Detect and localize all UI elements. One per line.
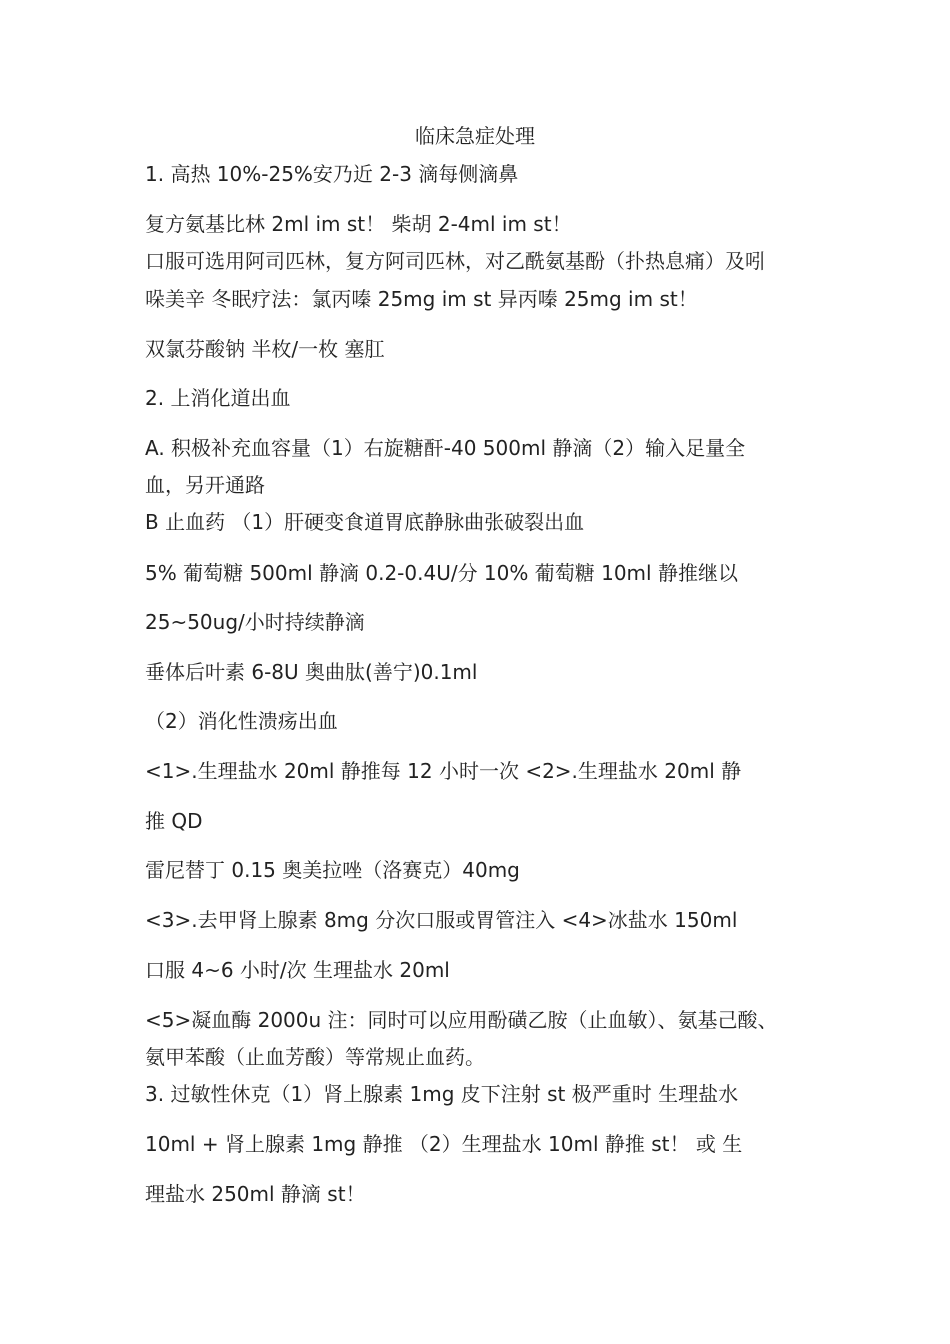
- text-line: 口服可选用阿司匹林，复方阿司匹林，对乙酰氨基酚（扑热息痛）及吲: [145, 249, 765, 273]
- text-line: 25~50ug/小时持续静滴: [145, 610, 365, 634]
- text-line: 双氯芬酸钠 半枚/一枚 塞肛: [145, 337, 385, 361]
- text-line: 1. 高热 10%-25%安乃近 2-3 滴每侧滴鼻: [145, 162, 519, 186]
- text-line: 血，另开通路: [145, 473, 265, 497]
- text-line: 5% 葡萄糖 500ml 静滴 0.2-0.4U/分 10% 葡萄糖 10ml 静推继以: [145, 561, 738, 585]
- text-line: 哚美辛 冬眠疗法：氯丙嗪 25mg im st 异丙嗪 25mg im st！: [145, 287, 698, 311]
- text-line: 口服 4~6 小时/次 生理盐水 20ml: [145, 958, 450, 982]
- text-line: 雷尼替丁 0.15 奥美拉唑（洛赛克）40mg: [145, 858, 520, 882]
- text-line: 2. 上消化道出血: [145, 386, 291, 410]
- text-line: <3>.去甲肾上腺素 8mg 分次口服或胃管注入 <4>冰盐水 150ml: [145, 908, 738, 932]
- text-line: （2）消化性溃疡出血: [145, 709, 338, 733]
- text-line: <1>.生理盐水 20ml 静推每 12 小时一次 <2>.生理盐水 20ml 静: [145, 759, 742, 783]
- text-line: B 止血药 （1）肝硬变食道胃底静脉曲张破裂出血: [145, 510, 585, 534]
- text-line: 理盐水 250ml 静滴 st！: [145, 1182, 366, 1206]
- text-line: 复方氨基比林 2ml im st！ 柴胡 2-4ml im st！: [145, 212, 572, 236]
- text-line: 推 QD: [145, 809, 203, 833]
- text-line: 3. 过敏性休克（1）肾上腺素 1mg 皮下注射 st 极严重时 生理盐水: [145, 1082, 739, 1106]
- text-line: 垂体后叶素 6-8U 奥曲肽(善宁)0.1ml: [145, 660, 478, 684]
- document-title: 临床急症处理: [415, 124, 535, 148]
- text-line: 氨甲苯酸（止血芳酸）等常规止血药。: [145, 1045, 485, 1069]
- text-line: <5>凝血酶 2000u 注：同时可以应用酚磺乙胺（止血敏）、氨基己酸、: [145, 1008, 778, 1032]
- text-line: A. 积极补充血容量（1）右旋糖酐-40 500ml 静滴（2）输入足量全: [145, 436, 746, 460]
- text-line: 10ml + 肾上腺素 1mg 静推 （2）生理盐水 10ml 静推 st！ 或 生: [145, 1132, 743, 1156]
